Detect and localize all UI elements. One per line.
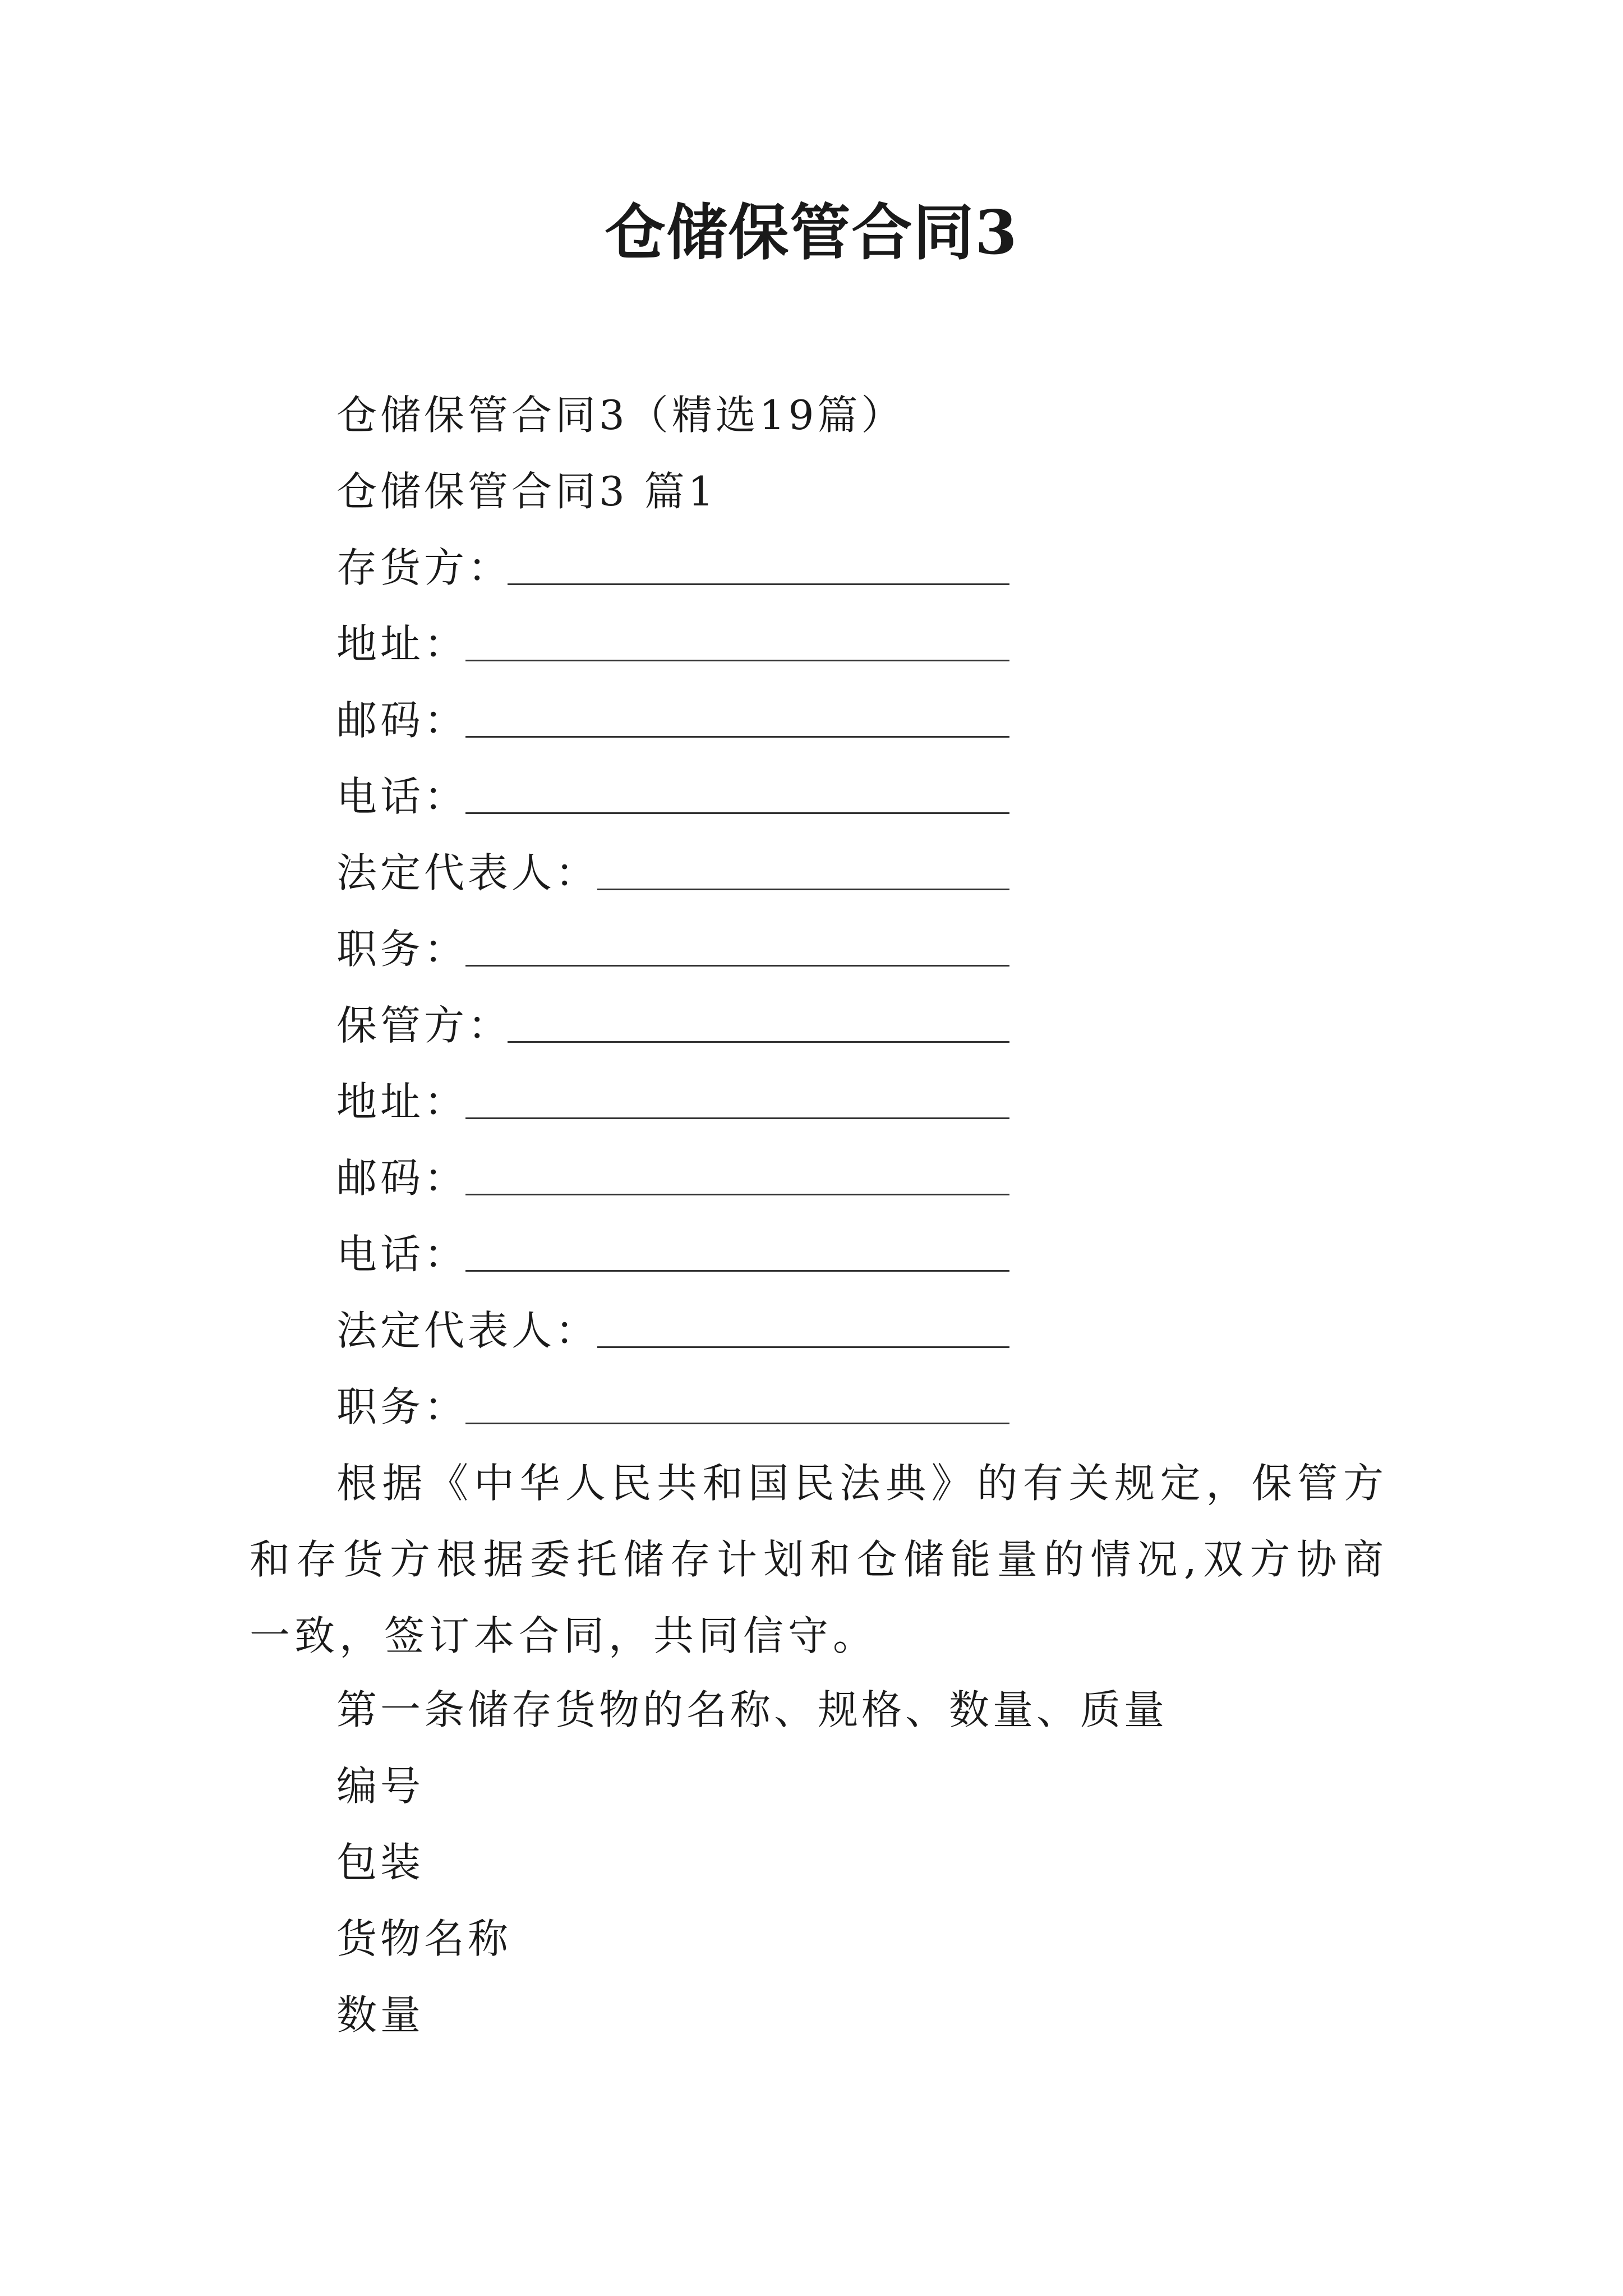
depositor-position-label: 职务： (336, 926, 468, 973)
depositor-legal-rep-blank (597, 889, 1009, 890)
custodian-blank (508, 1041, 1009, 1043)
custodian-address-blank (465, 1117, 1009, 1119)
document-subtitle: 仓储保管合同3（精选19篇） (336, 392, 905, 439)
custodian-postcode-blank (465, 1194, 1009, 1195)
custodian-legal-rep-blank (597, 1346, 1009, 1348)
intro-paragraph: 根据《中华人民共和国民法典》的有关规定，保管方和存货方根据委托储存计划和仓储能量的情况,双方协商一致，签订本合同，共同信守。 (250, 1460, 1388, 1659)
custodian-postcode-label: 邮码： (336, 1154, 468, 1202)
depositor-postcode-blank (465, 736, 1009, 738)
depositor-phone-blank (465, 812, 1009, 814)
article-1-item-quantity: 数量 (336, 1991, 425, 2039)
article-1-item-packaging: 包装 (336, 1839, 425, 1886)
section-heading: 仓储保管合同3 篇1 (336, 468, 717, 515)
custodian-phone-label: 电话： (336, 1231, 468, 1278)
custodian-address-label: 地址： (336, 1078, 468, 1125)
article-1-item-goods-name: 货物名称 (336, 1915, 512, 1962)
document-title: 仓储保管合同3 (605, 197, 1018, 268)
depositor-blank (508, 583, 1009, 585)
depositor-phone-label: 电话： (336, 773, 468, 820)
depositor-address-label: 地址： (336, 620, 468, 668)
article-1-item-number: 编号 (336, 1763, 425, 1810)
custodian-phone-blank (465, 1270, 1009, 1272)
article-1-heading: 第一条储存货物的名称、规格、数量、质量 (336, 1686, 1168, 1733)
depositor-label: 存货方： (336, 544, 512, 591)
depositor-postcode-label: 邮码： (336, 697, 468, 744)
custodian-label: 保管方： (336, 1002, 512, 1049)
custodian-position-label: 职务： (336, 1383, 468, 1430)
depositor-position-blank (465, 965, 1009, 967)
depositor-address-blank (465, 660, 1009, 661)
depositor-legal-rep-label: 法定代表人： (336, 849, 600, 896)
custodian-legal-rep-label: 法定代表人： (336, 1307, 600, 1354)
custodian-position-blank (465, 1423, 1009, 1424)
